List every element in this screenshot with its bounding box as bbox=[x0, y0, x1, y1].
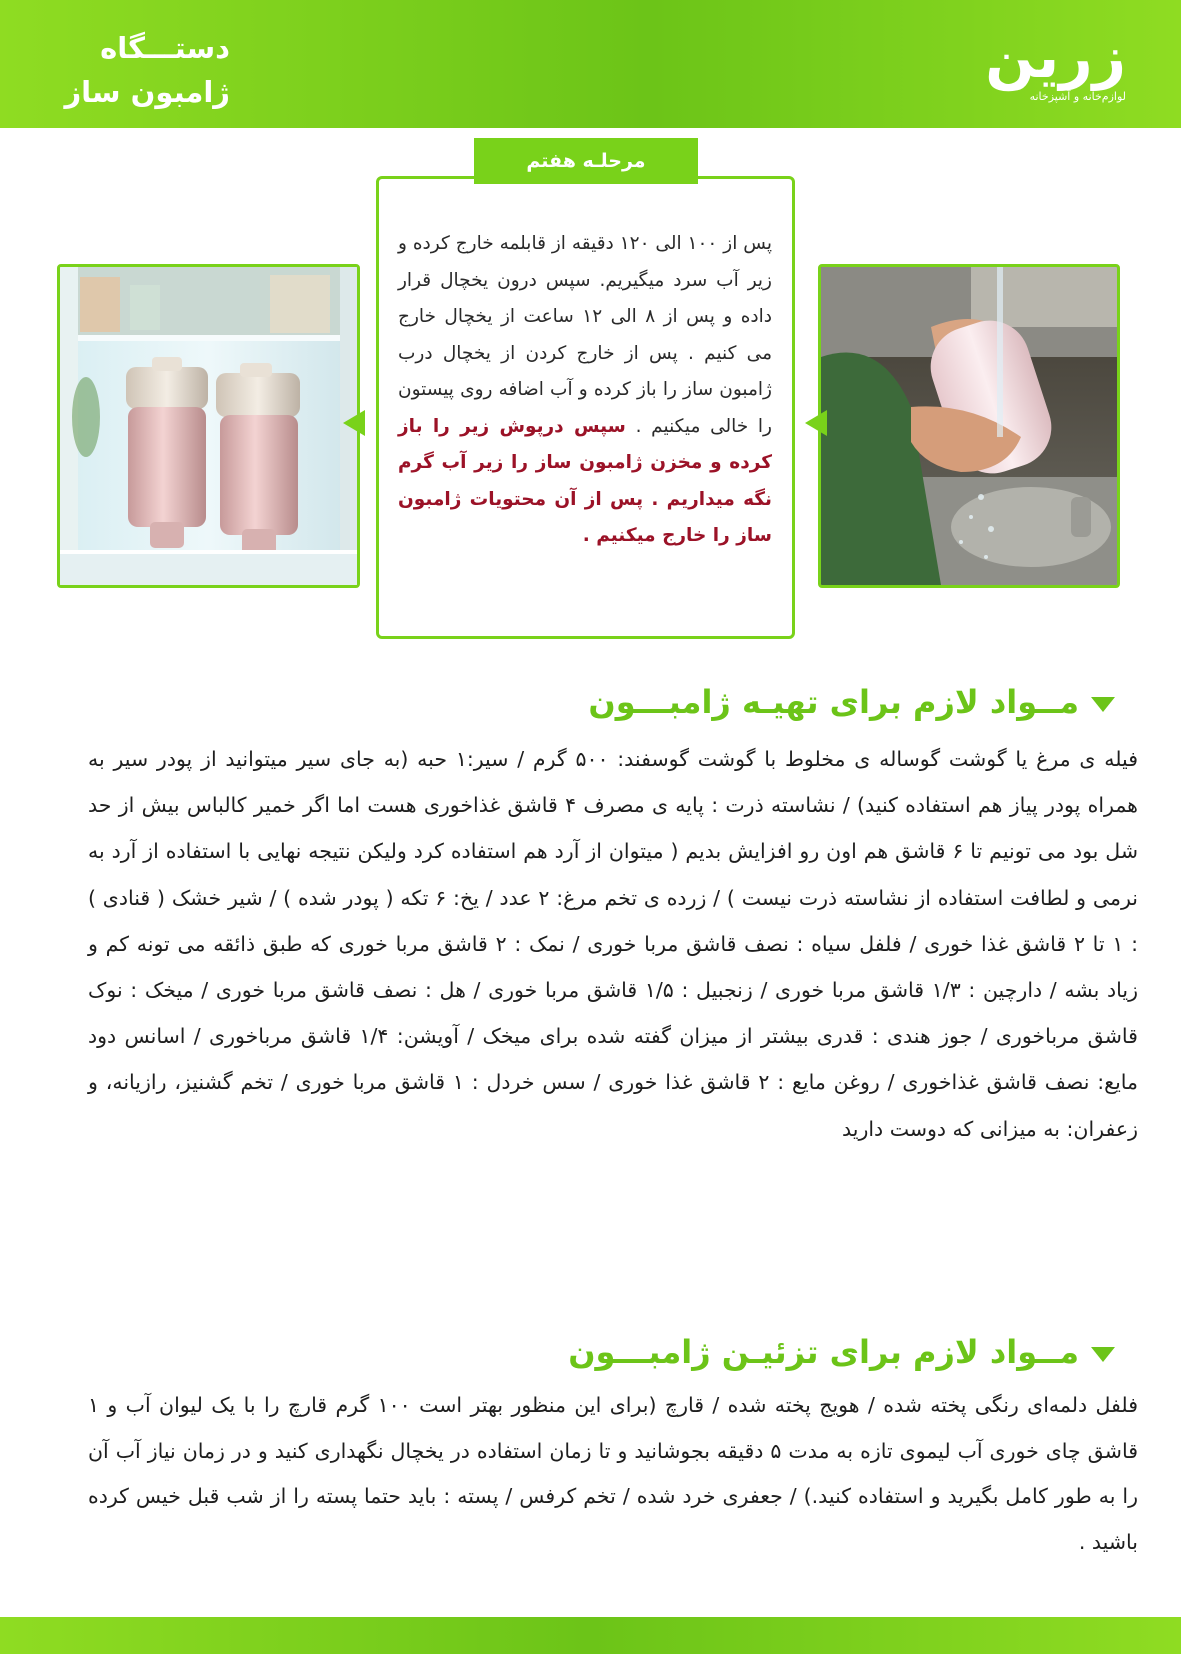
brand-name: زرین bbox=[985, 23, 1126, 91]
ingredients-heading bbox=[588, 677, 1115, 727]
decoration-text: فلفل دلمه‌ای رنگی پخته شده / هویج پخته شده / قارچ (برای این منظور بهتر است ۱۰۰ گرم قارچ را با یک لیوان آب و ۱ قاشق چای خوری آب لیموی تازه به مدت ۵ دقیقه بجوشانید و تا زمان استفاده در یخچال نگهداری کنید و در زمان نیاز آب آن را به طور کامل بگیرید و استفاده کنید.) / جعفری خرد شده / تخم کرفس / پسته : باید حتما پسته را از شب قبل خیس کرده باشید . bbox=[88, 1393, 1138, 1554]
ingredients-title: مــواد لازم برای تهیـه ژامبـــون bbox=[588, 683, 1079, 721]
triangle-bullet-icon bbox=[1091, 697, 1115, 712]
device-title-line1: دستـــگاه bbox=[100, 31, 230, 65]
step-description bbox=[398, 226, 772, 555]
fridge-photo-illustration bbox=[60, 267, 357, 585]
brand-tagline: لوازم‌خانه و آشپزخانه bbox=[1029, 90, 1126, 103]
header-banner bbox=[0, 0, 1181, 128]
device-title bbox=[40, 26, 230, 114]
decoration-title: مــواد لازم برای تزئیـن ژامبـــون bbox=[568, 1333, 1079, 1371]
step-text-normal: پس از ۱۰۰ الی ۱۲۰ دقیقه از قابلمه خارج کرده و زیر آب سرد میگیریم. سپس درون یخچال قرار داده و پس از ۸ الی ۱۲ ساعت از یخچال خارج می کنیم . پس از خارج کردن از یخچال درب ژامبون ساز را باز کرده و آب اضافه روی پیستون را خالی میکنیم . bbox=[398, 233, 773, 437]
washing-photo bbox=[818, 264, 1120, 588]
washing-photo-illustration bbox=[821, 267, 1117, 585]
decoration-heading bbox=[568, 1327, 1115, 1377]
device-title-line2: ژامبون ساز bbox=[64, 75, 230, 109]
fridge-photo bbox=[57, 264, 360, 588]
arrow-left-icon bbox=[343, 410, 365, 436]
brand-logo bbox=[985, 23, 1126, 104]
triangle-bullet-icon bbox=[1091, 1347, 1115, 1362]
step-text-highlight: سپس درپوش زیر را باز کرده و مخزن ژامبون ساز را زیر آب گرم نگه میداریم . پس از آن محتویات ژامبون ساز را خارج میکنیم . bbox=[398, 415, 772, 546]
ingredients-text: فیله ی مرغ یا گوشت گوساله ی مخلوط با گوشت گوسفند: ۵۰۰ گرم / سیر:۱ حبه (به جای سیر میتوانید از پودر سیر به همراه پودر پیاز هم استفاده کنید) / نشاسته ذرت : پایه ی مصرف ۴ قاشق غذاخوری هست اما اگر خمیر کالباس بیش از حد شل بود می تونیم تا ۶ قاشق هم اون رو افزایش بدیم ( میتوان از آرد هم استفاده کرد ولیکن نتیجه نهایی با استفاده از آرد به نرمی و لطافت استفاده از نشاسته ذرت نیست ) / زرده ی تخم مرغ: ۲ عدد / یخ: ۶ تکه ( پودر شده ) / شیر خشک ( قنادی ) : ۱ تا ۲ قاشق غذا خوری / فلفل سیاه : نصف قاشق مربا خوری / نمک : ۲ قاشق مربا خوری که طبق ذائقه می تونه کم و زیاد بشه / دارچین : ۱/۳ قاشق مربا خوری / زنجبیل : ۱/۵ قاشق مربا خوری / هل : نصف قاشق مربا خوری / میخک : نوک قاشق مرباخوری / جوز هندی : قدری بیشتر از میزان گفته شده برای میخک / آویشن: ۱/۴ قاشق مرباخوری / اسانس دود مایع: نصف قاشق غذاخوری / روغن مایع : ۲ قاشق غذا خوری / سس خردل : ۱ قاشق مربا خوری / تخم گشنیز، رازیانه، و زعفران: به میزانی که دوست دارید bbox=[88, 747, 1138, 1141]
step-label: مرحلـه هفتم bbox=[474, 138, 698, 184]
footer-bar bbox=[0, 1617, 1181, 1654]
arrow-right-icon bbox=[805, 410, 827, 436]
